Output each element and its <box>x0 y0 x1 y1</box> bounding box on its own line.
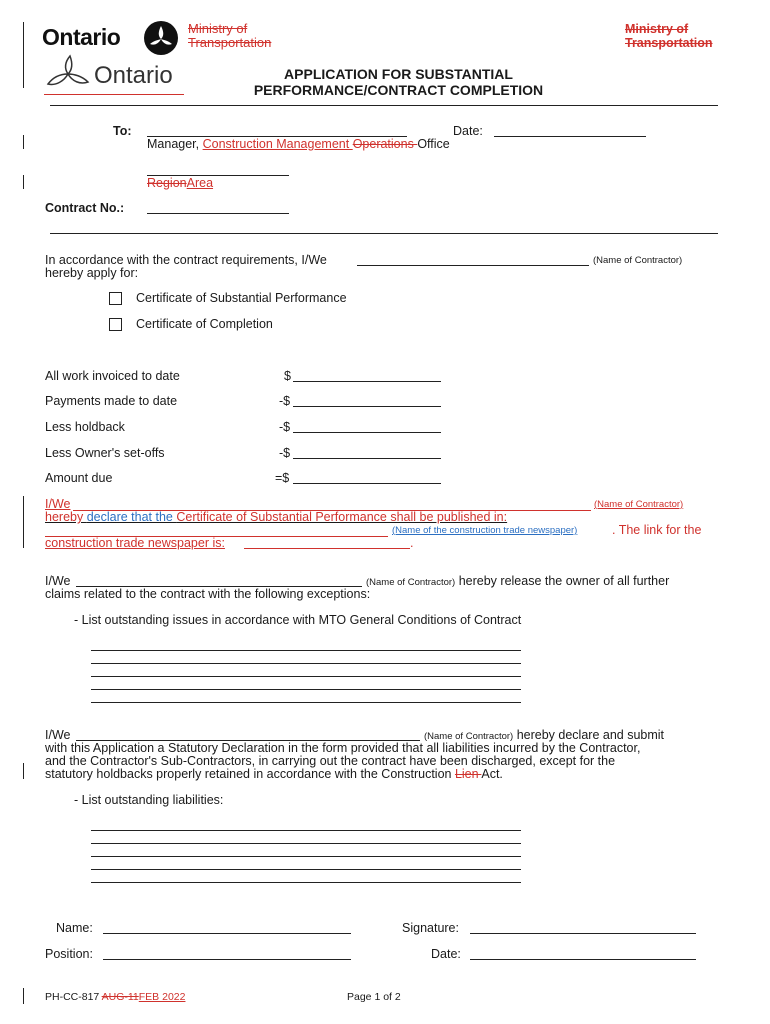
amount-field[interactable] <box>293 432 441 433</box>
ontario-trillium-icon <box>143 20 179 56</box>
signature-date-field[interactable] <box>470 959 696 960</box>
amount-label: All work invoiced to date <box>45 369 180 383</box>
issues-line[interactable] <box>91 650 521 651</box>
ontario-wordmark: Ontario <box>42 24 121 50</box>
title-divider <box>50 105 718 106</box>
amount-label: Payments made to date <box>45 394 178 408</box>
publish-declaration: hereby declare that the Certificate of Substantial Performance shall be published in: <box>45 510 508 524</box>
liabilities-line[interactable] <box>91 856 521 857</box>
change-bar <box>23 135 24 149</box>
change-bar <box>23 496 24 548</box>
change-bar <box>23 988 24 1004</box>
liabilities-line[interactable] <box>91 882 521 883</box>
amount-field[interactable] <box>293 458 441 459</box>
ministry-label-left: Ministry of Transportation <box>188 21 272 50</box>
publish-iwe: I/We <box>45 497 71 511</box>
release-bullet: - List outstanding issues in accordance with MTO General Conditions of Contract <box>74 613 522 627</box>
completion-label: Certificate of Completion <box>136 317 273 331</box>
liabilities-line[interactable] <box>91 843 521 844</box>
manager-line: Manager, Construction Management Operations Office <box>147 137 450 151</box>
newspaper-hint: (Name of the construction trade newspaper) <box>392 525 578 536</box>
section-divider <box>50 233 718 234</box>
signature-label: Signature: <box>402 921 459 935</box>
amount-label: Less holdback <box>45 420 125 434</box>
intro-line-2: hereby apply for: <box>45 266 139 280</box>
release-text: (Name of Contractor) hereby release the owner of all further <box>366 574 670 588</box>
page-number: Page 1 of 2 <box>347 991 401 1003</box>
newspaper-link-period: . <box>410 536 414 550</box>
substantial-performance-label: Certificate of Substantial Performance <box>136 291 347 305</box>
amount-prefix: =$ <box>275 471 290 485</box>
contract-no-field[interactable] <box>147 213 289 214</box>
contract-no-label: Contract No.: <box>45 201 125 215</box>
substantial-performance-checkbox[interactable] <box>109 292 122 305</box>
amount-field[interactable] <box>293 381 441 382</box>
name-label: Name: <box>56 921 93 935</box>
date-field[interactable] <box>494 136 646 137</box>
amount-label: Amount due <box>45 471 113 485</box>
intro-text: In accordance with the contract requirements, I/We <box>45 253 327 267</box>
newspaper-link-text: . The link for the <box>612 523 702 537</box>
issues-line[interactable] <box>91 676 521 677</box>
declaration-line-2: with this Application a Statutory Declaration in the form provided that all liabilities incurred by the Contractor, <box>45 741 641 755</box>
to-label: To: <box>113 124 132 138</box>
form-code: PH-CC-817 AUG-11FEB 2022 <box>45 991 186 1003</box>
contractor-name-field[interactable] <box>357 265 589 266</box>
ontario-logo-text: Ontario <box>94 62 173 89</box>
declaration-line-3: and the Contractor's Sub-Contractors, in carrying out the contract have been discharged, except for the <box>45 754 616 768</box>
amount-prefix: -$ <box>279 420 291 434</box>
liabilities-bullet: - List outstanding liabilities: <box>74 793 224 807</box>
completion-checkbox[interactable] <box>109 318 122 331</box>
amount-field[interactable] <box>293 483 441 484</box>
position-label: Position: <box>45 947 93 961</box>
change-bar <box>23 175 24 189</box>
issues-line[interactable] <box>91 663 521 664</box>
amount-prefix: -$ <box>279 394 291 408</box>
amount-prefix: $ <box>284 369 291 383</box>
declaration-line-4: statutory holdbacks properly retained in accordance with the Construction Lien Act. <box>45 767 503 781</box>
date-label: Date: <box>453 124 483 138</box>
amount-label: Less Owner's set-offs <box>45 446 165 460</box>
name-field[interactable] <box>103 933 351 934</box>
position-field[interactable] <box>103 959 351 960</box>
amount-field[interactable] <box>293 406 441 407</box>
issues-line[interactable] <box>91 689 521 690</box>
issues-line[interactable] <box>91 702 521 703</box>
signature-field[interactable] <box>470 933 696 934</box>
page-title: APPLICATION FOR SUBSTANTIAL PERFORMANCE/CONTRACT COMPLETION <box>253 66 544 98</box>
newspaper-link-field[interactable] <box>244 548 410 549</box>
ministry-label-right: Ministry of Transportation <box>625 22 713 50</box>
liabilities-line[interactable] <box>91 869 521 870</box>
publish-contractor-hint: (Name of Contractor) <box>594 499 684 510</box>
signature-date-label: Date: <box>431 947 461 961</box>
region-label: RegionArea <box>147 176 214 190</box>
declaration-text: (Name of Contractor) hereby declare and submit <box>424 728 665 742</box>
change-bar <box>23 763 24 779</box>
declaration-iwe: I/We <box>45 728 71 742</box>
release-iwe: I/We <box>45 574 71 588</box>
newspaper-link-label: construction trade newspaper is: <box>45 536 225 550</box>
release-line-2: claims related to the contract with the following exceptions: <box>45 587 371 601</box>
liabilities-line[interactable] <box>91 830 521 831</box>
contractor-hint: (Name of Contractor) <box>593 255 683 266</box>
manager-deleted-text: Operations <box>352 137 418 151</box>
manager-inserted-text: Construction Management <box>202 137 353 151</box>
amount-prefix: -$ <box>279 446 291 460</box>
